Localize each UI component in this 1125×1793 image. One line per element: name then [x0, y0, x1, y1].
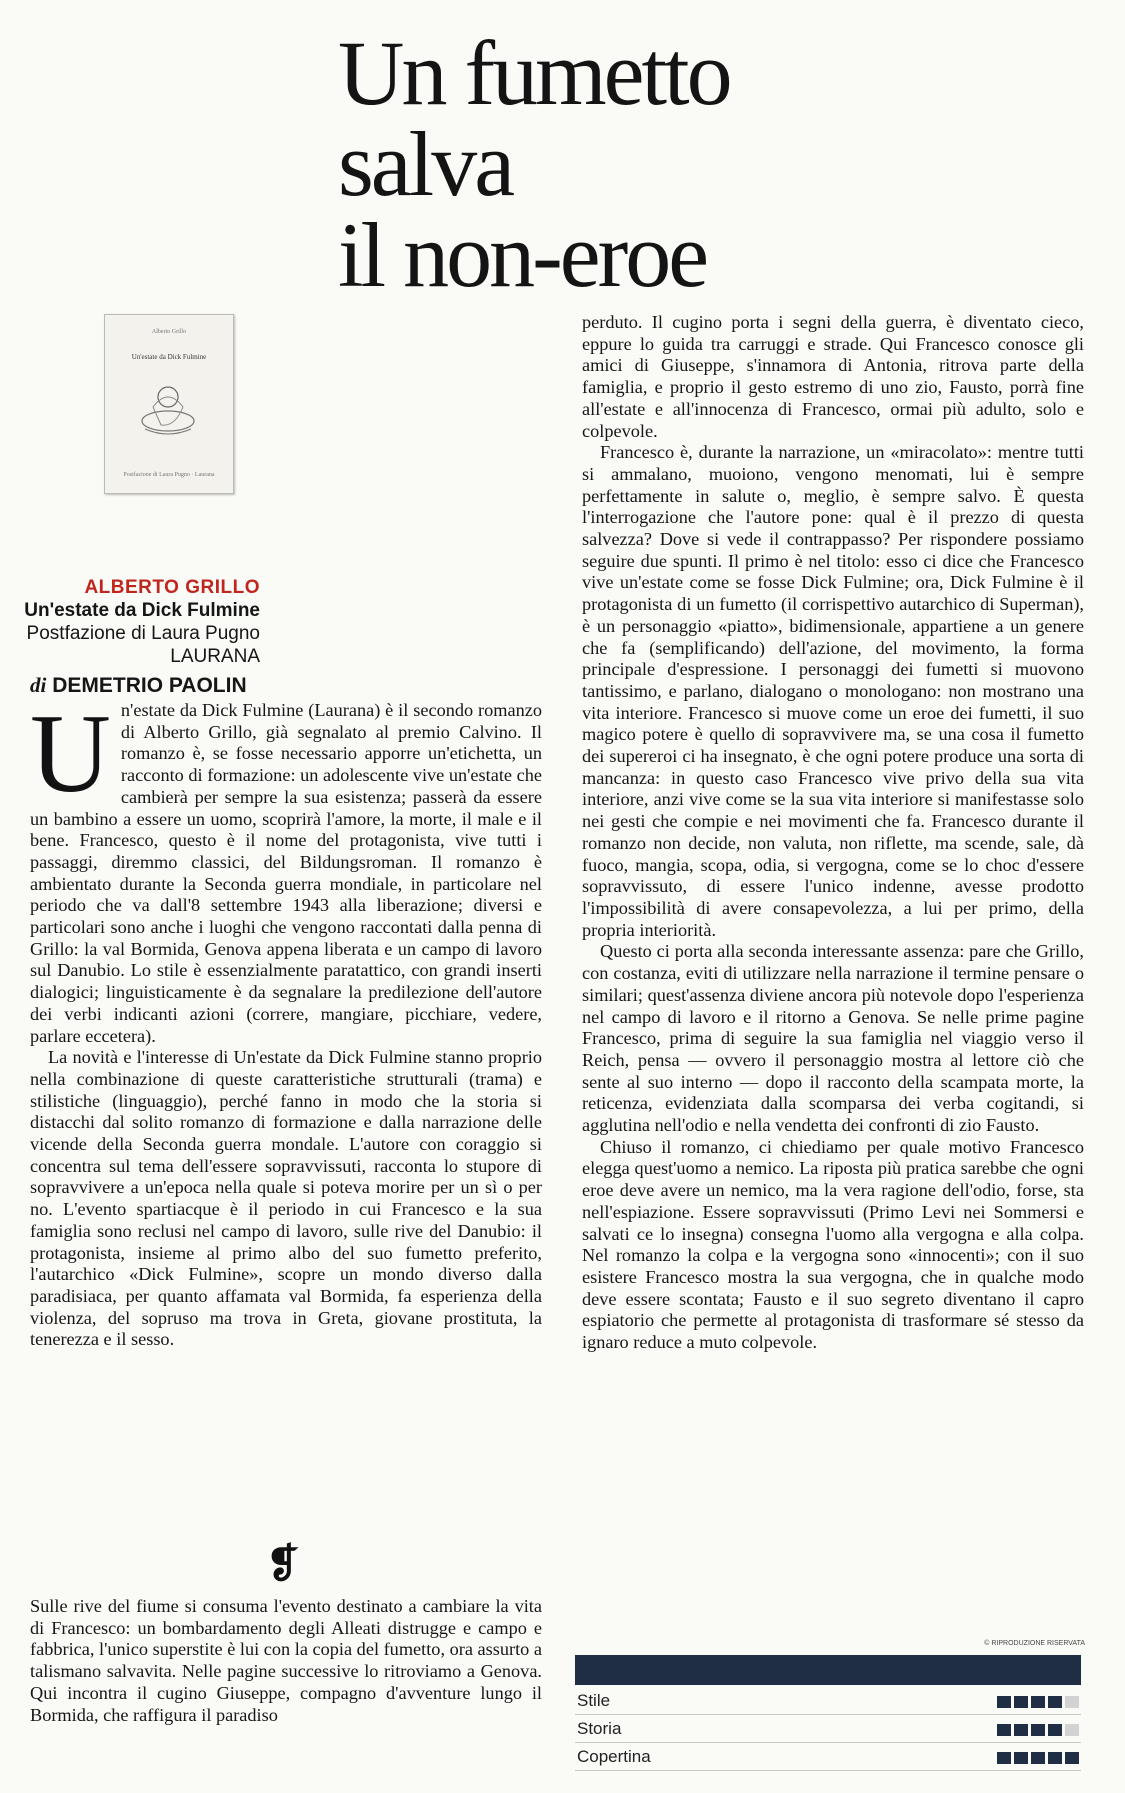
rating-score — [997, 1696, 1079, 1708]
article-column-1-continued — [30, 1596, 542, 1726]
rating-header-bar — [575, 1655, 1081, 1685]
rating-square — [1031, 1752, 1045, 1764]
rating-score — [997, 1752, 1079, 1764]
rating-square — [1048, 1752, 1062, 1764]
drop-cap: U — [30, 692, 111, 816]
section-ornament-icon: ❡ — [266, 1541, 300, 1586]
byline-name: DEMETRIO PAOLIN — [52, 674, 247, 697]
rating-square — [1014, 1724, 1028, 1736]
headline — [338, 22, 858, 306]
rating-label: Copertina — [577, 1747, 651, 1766]
cover-illustration-icon — [135, 377, 201, 439]
book-cover-image — [104, 314, 234, 494]
credits-publisher: LAURANA — [170, 646, 260, 667]
article-paragraph: La novità e l'interesse di Un'estate da Dick Fulmine stanno proprio nella combinazione di queste caratteristiche strutturali (trama) e stilistiche (linguaggio), perché fanno in modo che la storia si distacchi dal solito romanzo di formazione e dalla narrazione delle vicende della Seconda guerra mondale. L'autore con coraggio si concentra sul tema dell'essere sopravvissuti, racconta lo stupore di sopravvivere a un'epoca nella quale si poteva morire per un sì o per no. L'evento spartiacque è il periodo in cui Francesco e la sua famiglia sono reclusi nel campo di lavoro, sulle rive del Danubio: il protagonista, insieme al primo albo del suo fumetto preferito, l'autarchico «Dick Fulmine», scopre un mondo diverso dalla paradisiaca, per quanto affamata val Bormida, fa esperienza della violenza, del sopruso ma trova in Greta, giovane prostituta, la tenerezza e il sesso. — [30, 1047, 542, 1350]
headline-line-2: salva — [338, 113, 513, 215]
rating-label: Storia — [577, 1719, 622, 1738]
rating-square — [1065, 1696, 1079, 1708]
book-credits — [24, 576, 260, 668]
article-paragraph: Sulle rive del fiume si consuma l'evento destinato a cambiare la vita di Francesco: un bombardamento degli Alleati distrugge e campo e fabbrica, l'unico superstite è lui con la copia del fumetto, ora assurto a talismano salvavita. Nelle pagine successive lo ritroviamo a Genova. Qui incontra il cugino Giuseppe, compagno d'avventure lungo il Bormida, che raffigura il paradiso — [30, 1596, 542, 1725]
article-column-2 — [582, 312, 1084, 1354]
rating-square — [997, 1724, 1011, 1736]
byline-prefix: di — [30, 673, 47, 697]
rating-square — [1048, 1724, 1062, 1736]
rating-square — [997, 1696, 1011, 1708]
credits-title: Un'estate da Dick Fulmine — [24, 600, 260, 621]
rating-label: Stile — [577, 1691, 611, 1710]
rating-square — [1014, 1696, 1028, 1708]
rating-square — [1014, 1752, 1028, 1764]
article-column-1 — [30, 692, 542, 1351]
article-paragraph: Chiuso il romanzo, ci chiediamo per quale motivo Francesco elegga quest'uomo a nemico. La riposta più pratica sarebbe che ogni eroe deve avere un nemico, ma la vera ragione dell'odio, forse, sta nell'espiazione. Essere sopravvissuti (Primo Levi nei Sommersi e salvati ce lo insegna) consegna l'uomo alla vergogna e alla colpa. Nel romanzo la colpa e la vergogna sono «innocenti»; con il suo esistere Francesco mostra la sua vergogna, che in qualche modo deve essere scontata; Fausto e il suo segreto diventano il capro espiatorio che permette al protagonista di trasformare sé stesso da ignaro reduce a muto colpevole. — [582, 1136, 1084, 1353]
rating-square — [997, 1752, 1011, 1764]
credits-author: ALBERTO GRILLO — [84, 577, 260, 598]
article-paragraph: n'estate da Dick Fulmine (Laurana) è il secondo romanzo di Alberto Grillo, già segnalato al premio Calvino. Il romanzo è, se fosse necessario apporre un'etichetta, un racconto di formazione: un adolescente vive un'estate che cambierà per sempre la sua esistenza; passerà da essere un bambino a essere un uomo, scoprirà l'amore, la morte, il male e il bene. Francesco, questo è il nome del protagonista, vive tutti i passaggi, diremmo classici, del Bildungsroman. Il romanzo è ambientato durante la Seconda guerra mondiale, in particolare nel periodo che va dall'8 settembre 1943 alla liberazione; diversi e particolari sono anche i luoghi che vengono raccontati dalla penna di Grillo: la val Bormida, Genova appena liberata e un campo di lavoro sul Danubio. Lo stile è essenzialmente paratattico, con grandi inserti dialogici; linguisticamente è da segnalare la predilezione dell'autore dei verbi indicanti azioni (correre, mangiare, picchiare, vedere, parlare eccetera). — [30, 700, 542, 1046]
rating-square — [1065, 1752, 1079, 1764]
rating-score — [997, 1724, 1079, 1736]
rating-row-stile — [575, 1688, 1081, 1715]
rating-square — [1031, 1724, 1045, 1736]
rating-square — [1065, 1724, 1079, 1736]
rating-square — [1048, 1696, 1062, 1708]
rating-square — [1031, 1696, 1045, 1708]
cover-title: Un'estate da Dick Fulmine — [131, 353, 207, 361]
credits-postface: Postfazione di Laura Pugno — [26, 623, 260, 644]
headline-line-1: Un fumetto — [338, 22, 730, 124]
article-paragraph: Questo ci porta alla seconda interessante assenza: pare che Grillo, con costanza, eviti di utilizzare nella narrazione il termine pensare o similari; quest'assenza diviene ancora più notevole dopo l'esperienza nel campo di lavoro e il ritorno a Genova. Se nelle prime pagine Francesco, prima di seguire la sua famiglia nel viaggio verso il Reich, pensa — ovvero il personaggio mostra al lettore ciò che sente al suo interno — dopo il racconto della scampata morte, la reticenza, evidenziata dalla scomparsa dei verba cogitandi, si agglutina nell'odio e nella vendetta dei confronti di zio Fausto. — [582, 941, 1084, 1136]
cover-author: Alberto Grillo — [151, 329, 187, 335]
rating-row-copertina — [575, 1744, 1081, 1771]
cover-publisher: Postfazione di Laura Pugno · Laurana — [123, 472, 215, 478]
article-paragraph: perduto. Il cugino porta i segni della guerra, è diventato cieco, eppure lo guida tra carruggi e strade. Qui Francesco conosce gli amici di Giuseppe, s'innamora di Antonia, ritrova parte della famiglia, e proprio il gesto estremo di uno zio, Fausto, porrà fine all'estate e all'innocenza di Francesco, ormai più adulto, solo e colpevole. — [582, 312, 1084, 441]
article-paragraph: Francesco è, durante la narrazione, un «miracolato»: mentre tutti si ammalano, muoiono, vengono menomati, lui è sempre perfettamente in salute o, meglio, è sempre salvo. È questa l'interrogazione che l'autore pone: qual è il prezzo di questa salvezza? Dove si vede il contrappasso? Per rispondere possiamo seguire due spunti. Il primo è nel titolo: esso ci dice che Francesco vive un'estate come se fosse Dick Fulmine; ora, Dick Fulmine è il protagonista di un fumetto (il corrispettivo autarchico di Superman), è un personaggio «piatto», bidimensionale, appartiene a un genere che fa (semplificando) dell'azione, del movimento, la forma principale d'espressione. I personaggi dei fumetti si muovono tantissimo, e parlano, dialogano o monologano: non mostrano una vita interiore. Francesco si muove come un eroe dei fumetti, il suo magico potere è quello di sopravvivere ma, se una cosa il fumetto dei supereroi ci ha insegnato, è che ogni potere produce una sorta di mancanza: in questo caso Francesco vive privo della sua vita interiore, anzi vive come se la sua vita interiore si manifestasse solo nei gesti che compie e nei movimenti che fa. Francesco durante il romanzo non decide, non valuta, non riflette, ma scende, sale, dà fuoco, mangia, scopa, odia, si vergogna, come se lo choc d'essere sopravvissuto, di essere l'unico indenne, avesse prodotto l'impossibilità di avere consapevolezza, a lui per primo, della propria interiorità. — [582, 442, 1084, 940]
rating-row-storia — [575, 1716, 1081, 1743]
copyright-notice: © RIPRODUZIONE RISERVATA — [984, 1640, 1085, 1647]
headline-line-3: il non-eroe — [338, 204, 707, 306]
